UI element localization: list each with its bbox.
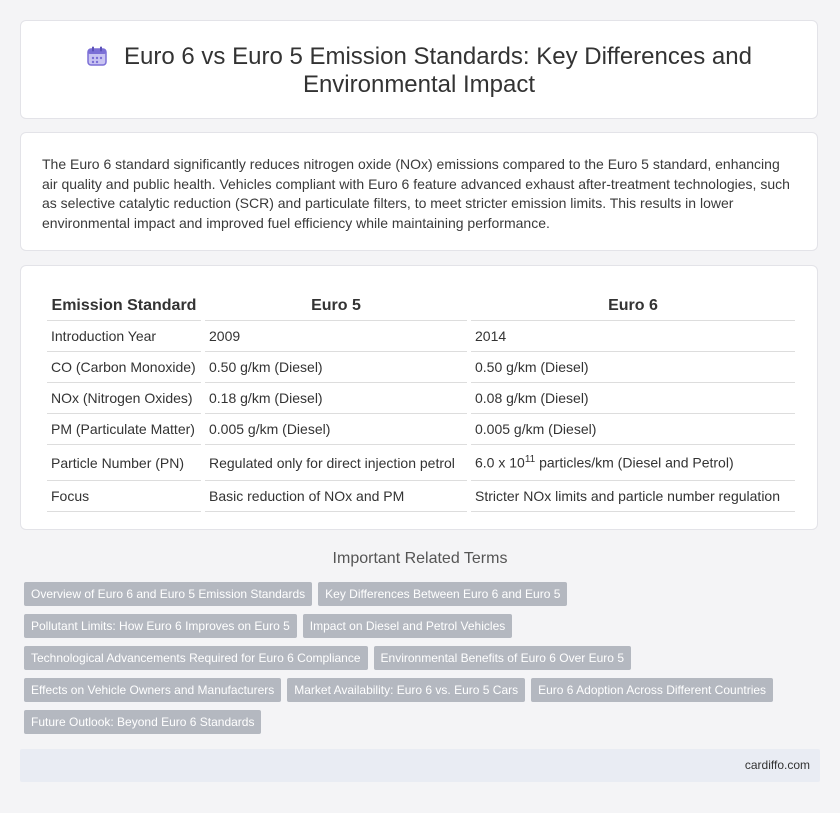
- euro5-cell: 2009: [205, 321, 467, 352]
- row-label: Focus: [47, 481, 201, 512]
- title-line-1: Euro 6 vs Euro 5 Emission Standards: Key Differences and: [124, 43, 752, 70]
- related-term-tag[interactable]: Overview of Euro 6 and Euro 5 Emission Standards: [24, 582, 312, 606]
- euro6-cell: Stricter NOx limits and particle number regulation: [471, 481, 795, 512]
- title-line-2: Environmental Impact: [302, 71, 536, 98]
- euro6-cell: [471, 445, 795, 481]
- row-label: Particle Number (PN): [47, 445, 201, 481]
- related-term-tag[interactable]: Key Differences Between Euro 6 and Euro 5: [318, 582, 567, 606]
- related-term-tag[interactable]: Market Availability: Euro 6 vs. Euro 5 Cars: [287, 678, 525, 702]
- related-term-tag[interactable]: Technological Advancements Required for Euro 6 Compliance: [24, 646, 368, 670]
- column-header: Emission Standard: [47, 292, 201, 321]
- euro5-cell: 0.005 g/km (Diesel): [205, 414, 467, 445]
- table-row: [47, 352, 795, 383]
- column-header: Euro 6: [471, 292, 795, 321]
- related-term-tag[interactable]: Pollutant Limits: How Euro 6 Improves on Euro 5: [24, 614, 297, 638]
- comparison-table-card: [20, 265, 818, 530]
- euro6-cell: 0.50 g/km (Diesel): [471, 352, 795, 383]
- pn-unit: particles/km (Diesel and Petrol): [535, 454, 734, 471]
- euro6-cell: 2014: [471, 321, 795, 352]
- comparison-table: [43, 292, 799, 512]
- related-terms-title: Important Related Terms: [332, 550, 508, 567]
- header-card: [20, 20, 818, 119]
- related-term-tag[interactable]: Environmental Benefits of Euro 6 Over Euro 5: [374, 646, 631, 670]
- pn-exponent: 11: [524, 454, 536, 466]
- euro5-cell: Basic reduction of NOx and PM: [205, 481, 467, 512]
- row-label: Introduction Year: [47, 321, 201, 352]
- description-text: The Euro 6 standard significantly reduces nitrogen oxide (NOx) emissions compared to the Euro 5 standard, enhancing air quality and public health. Vehicles compliant with Euro 6 feature advanced exhaust after-treatment technologies, such as selective catalytic reduction (SCR) and particulate filters, to meet stricter emission limits. This results in lower environmental impact and improved fuel efficiency while maintaining performance.: [42, 156, 790, 231]
- table-row: [47, 383, 795, 414]
- related-terms-list: [24, 582, 804, 742]
- table-row: [47, 481, 795, 512]
- footer-bar: [20, 749, 820, 782]
- footer-site-link[interactable]: cardiffo.com: [744, 758, 810, 772]
- row-label: PM (Particulate Matter): [47, 414, 201, 445]
- related-term-tag[interactable]: Future Outlook: Beyond Euro 6 Standards: [24, 710, 261, 734]
- table-header-row: [47, 292, 795, 321]
- description-card: [20, 132, 818, 251]
- euro6-cell: 0.005 g/km (Diesel): [471, 414, 795, 445]
- row-label: NOx (Nitrogen Oxides): [47, 383, 201, 414]
- calendar-icon: [86, 45, 108, 67]
- row-label: CO (Carbon Monoxide): [47, 352, 201, 383]
- euro6-cell: 0.08 g/km (Diesel): [471, 383, 795, 414]
- page-title: [21, 43, 817, 99]
- table-row: [47, 414, 795, 445]
- table-row: [47, 321, 795, 352]
- pn-base: 6.0 x 10: [475, 454, 525, 471]
- related-term-tag[interactable]: Impact on Diesel and Petrol Vehicles: [303, 614, 512, 638]
- column-header: Euro 5: [205, 292, 467, 321]
- euro5-cell: 0.18 g/km (Diesel): [205, 383, 467, 414]
- related-term-tag[interactable]: Euro 6 Adoption Across Different Countries: [531, 678, 773, 702]
- euro5-cell: 0.50 g/km (Diesel): [205, 352, 467, 383]
- table-row: [47, 445, 795, 481]
- euro5-cell: Regulated only for direct injection petrol: [205, 445, 467, 481]
- related-term-tag[interactable]: Effects on Vehicle Owners and Manufacturers: [24, 678, 281, 702]
